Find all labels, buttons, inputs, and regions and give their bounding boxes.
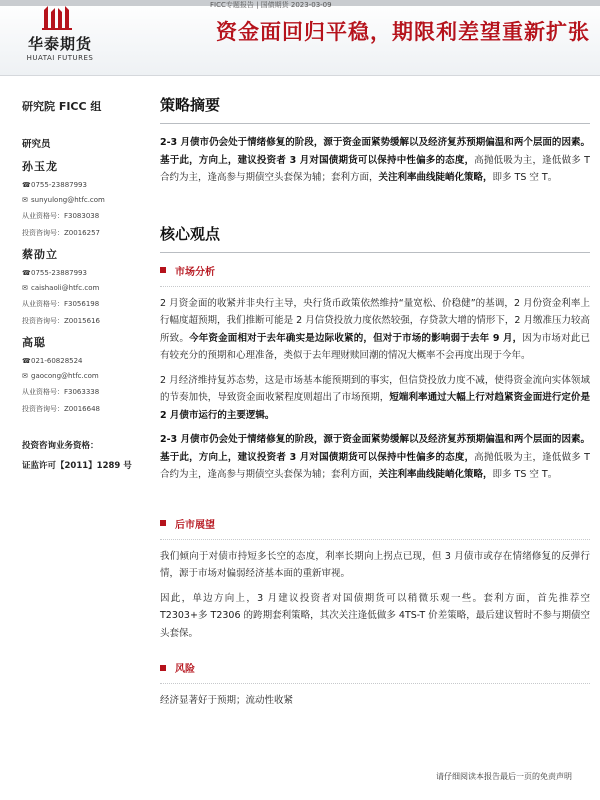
- analyst-phone: ☎0755-23887993: [22, 269, 87, 277]
- dotted-divider: [160, 539, 590, 540]
- analyst-phone: ☎021-60828524: [22, 357, 83, 365]
- analyst-consult-cert: 投资咨询号：Z0015616: [22, 317, 100, 325]
- mail-icon: ✉: [22, 372, 28, 380]
- author-sidebar: [22, 92, 142, 476]
- phone-icon: ☎: [22, 357, 31, 365]
- report-header: [0, 0, 600, 76]
- outlook-paragraph: 因此，单边方向上，3 月建议投资者对国债期货可以稍微乐观一些。套利方面，首先推荐空 T2303+多 T2306 的跨期套利策略，其次关注逢低做多 4TS-T 价差策略，最后建议暂时不参与期债空头套保。: [160, 592, 590, 639]
- outlook-subheading: 后市展望: [160, 516, 590, 531]
- analyst-card: [22, 246, 142, 326]
- phone-icon: ☎: [22, 269, 31, 277]
- heading-divider: [160, 123, 590, 124]
- analyst-card: [22, 158, 142, 238]
- risk-paragraph: 经济显著好于预期；流动性收紧: [160, 695, 294, 706]
- huatai-logo: [20, 4, 100, 70]
- market-paragraph: 2 月资金面的收紧并非央行主导，央行货币政策依然维持“量宽松、价稳健”的基调，2 月份资金利率上行幅度超预期，我们推断可能是 2 月信贷投放力度依然较强，存贷款大增的情形下，2 月缴准压力较高所致。今年资金面相对于去年确实是边际收紧的，但对于市场的影响弱于去年 9 月，因为市场对此已有较充分的预期和心理准备，类似于去年理财赎回潮的情况大概率不会再度出现于今年。: [160, 297, 590, 361]
- researchers-label: 研究员: [22, 139, 51, 150]
- huatai-logo-icon: [42, 6, 74, 30]
- market-analysis-subheading: 市场分析: [160, 263, 590, 278]
- dotted-divider: [160, 683, 590, 684]
- analyst-cert: 从业资格号：F3056198: [22, 300, 100, 308]
- disclaimer-note: 请仔细阅读本报告最后一页的免责声明: [436, 772, 572, 781]
- license-number: 证监许可【2011】1289 号: [22, 461, 132, 471]
- license-info: [22, 436, 142, 476]
- analyst-cert: 从业资格号：F3063338: [22, 388, 100, 396]
- market-paragraph: 2 月经济维持复苏态势，这是市场基本能预期到的事实，但信贷投放力度不减，使得资金流向实体领域的节奏加快，导致资金面收紧程度则超出了市场预期，短端利率通过大幅上行对趋紧资金面进行定价是 2 月债市运行的主要逻辑。: [160, 374, 590, 421]
- mail-icon: ✉: [22, 196, 28, 204]
- summary-paragraph: 2-3 月债市仍会处于情绪修复的阶段，源于资金面紧势缓解以及经济复苏预期偏温和两个层面的因素。基于此，方向上，建议投资者 3 月对国债期货可以保持中性偏多的态度，高抛低吸为主，逢低做多 T 合约为主，逢高参与期债空头套保为辅；套利方面，关注利率曲线陡峭化策略，即多 TS 空 T。: [160, 137, 590, 183]
- analyst-name: 蔡劭立: [22, 248, 58, 261]
- analyst-consult-cert: 投资咨询号：Z0016648: [22, 405, 100, 413]
- header-top-strip: FICC专题报告 | 国债期货 2023-03-09: [210, 1, 332, 9]
- report-title: 资金面回归平稳，期限利差望重新扩张: [216, 20, 590, 44]
- logo-chinese-name: 华泰期货: [27, 35, 92, 53]
- analyst-email[interactable]: ✉ sunyulong@htfc.com: [22, 196, 105, 204]
- research-group: 研究院 FICC 组: [22, 100, 102, 113]
- square-bullet-icon: [160, 267, 166, 273]
- square-bullet-icon: [160, 520, 166, 526]
- analyst-card: [22, 334, 142, 414]
- license-label: 投资咨询业务资格：: [22, 441, 99, 451]
- analyst-email[interactable]: ✉ caishaoli@htfc.com: [22, 284, 100, 292]
- report-body: [160, 94, 590, 710]
- summary-heading: 策略摘要: [160, 96, 221, 114]
- outlook-paragraph: 我们倾向于对债市持短多长空的态度，利率长期向上拐点已现，但 3 月债市或存在情绪修复的反弹行情，源于市场对偏弱经济基本面的重新审视。: [160, 550, 590, 579]
- mail-icon: ✉: [22, 284, 28, 292]
- analyst-email[interactable]: ✉ gaocong@htfc.com: [22, 372, 99, 380]
- phone-icon: ☎: [22, 181, 31, 189]
- analyst-name: 孙玉龙: [22, 160, 58, 173]
- core-heading: 核心观点: [160, 224, 221, 243]
- analyst-phone: ☎0755-23887993: [22, 181, 87, 189]
- analyst-name: 高聪: [22, 336, 46, 349]
- heading-divider: [160, 252, 590, 253]
- risk-subheading: 风险: [160, 660, 590, 675]
- analyst-cert: 从业资格号：F3083038: [22, 212, 100, 220]
- dotted-divider: [160, 286, 590, 287]
- analyst-consult-cert: 投资咨询号：Z0016257: [22, 229, 100, 237]
- market-paragraph: 2-3 月债市仍会处于情绪修复的阶段，源于资金面紧势缓解以及经济复苏预期偏温和两个层面的因素。基于此，方向上，建议投资者 3 月对国债期货可以保持中性偏多的态度，高抛低吸为主，逢低做多 T 合约为主，逢高参与期债空头套保为辅；套利方面，关注利率曲线陡峭化策略，即多 TS 空 T。: [160, 434, 590, 480]
- logo-english-name: HUATAI FUTURES: [26, 54, 94, 62]
- square-bullet-icon: [160, 665, 166, 671]
